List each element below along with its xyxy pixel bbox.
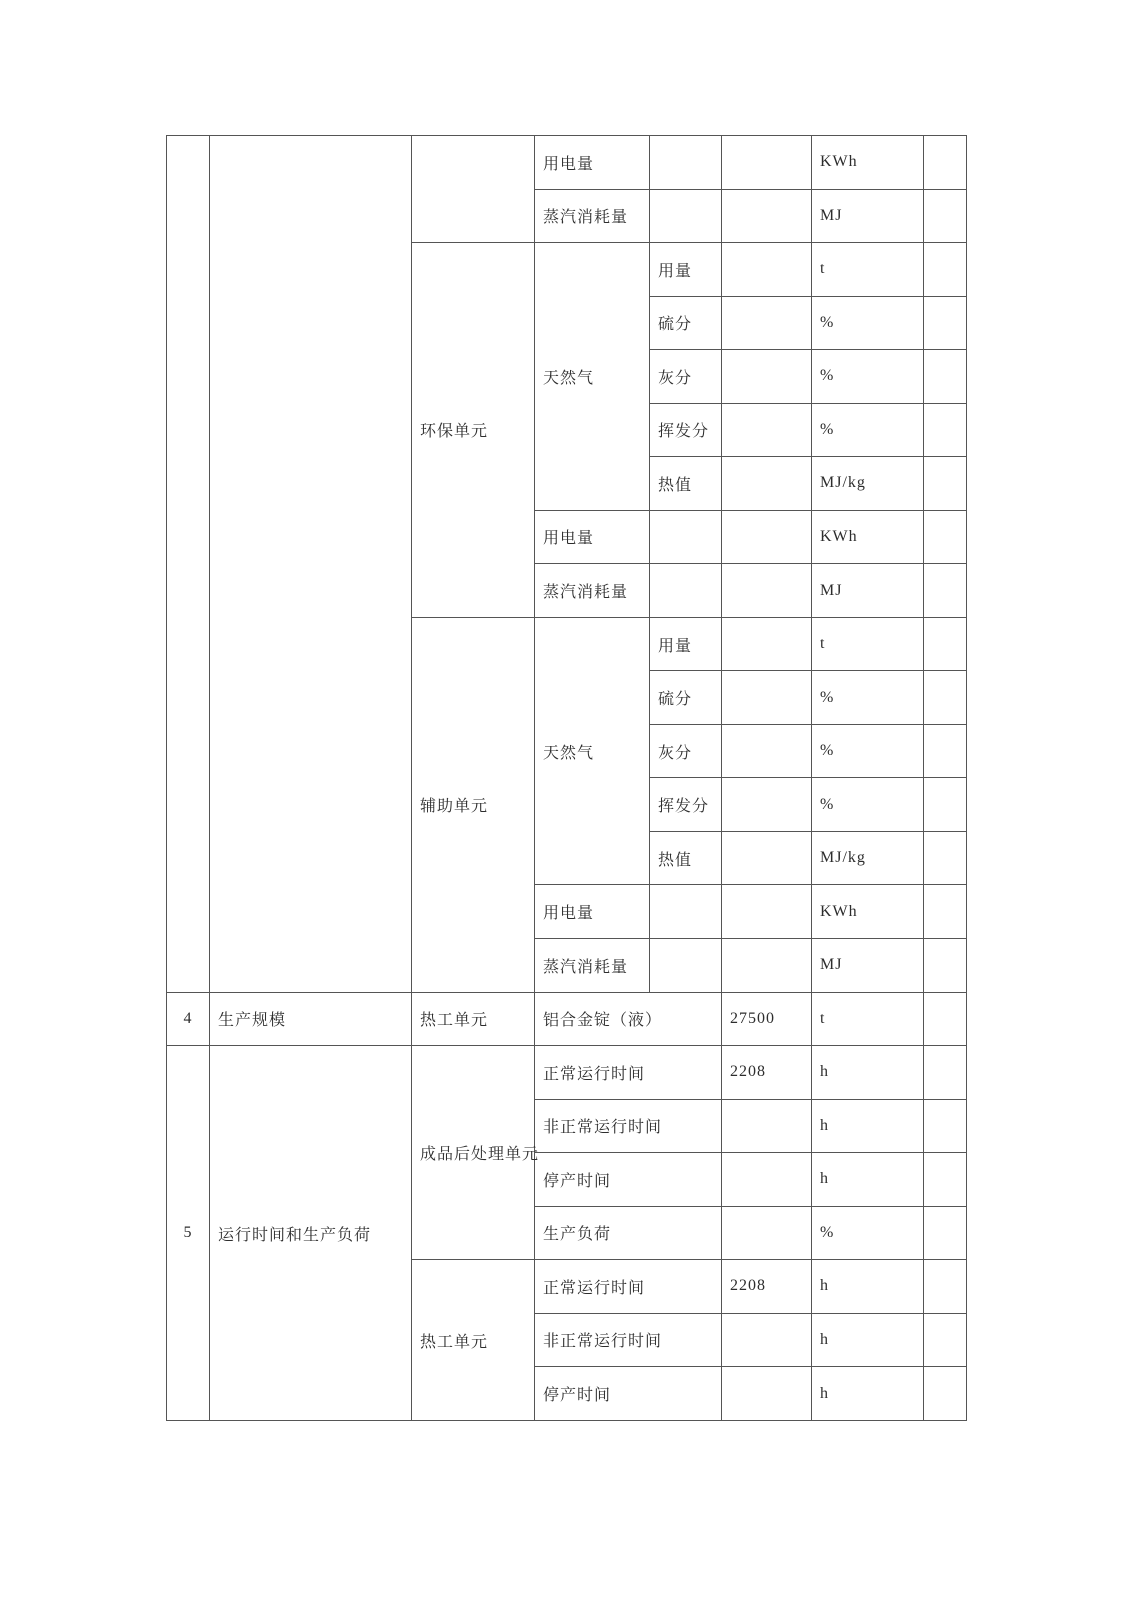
value-cell bbox=[722, 724, 812, 778]
remark-cell bbox=[924, 617, 967, 671]
value-cell bbox=[722, 1099, 812, 1153]
value-cell bbox=[722, 510, 812, 564]
remark-cell bbox=[924, 136, 967, 190]
remark-cell bbox=[924, 831, 967, 885]
item-cell: 正常运行时间 bbox=[535, 1046, 722, 1100]
remark-cell bbox=[924, 1313, 967, 1367]
remark-cell bbox=[924, 510, 967, 564]
subitem-cell bbox=[650, 564, 722, 618]
value-cell bbox=[722, 778, 812, 832]
measure-unit-cell: MJ/kg bbox=[812, 831, 924, 885]
remark-cell bbox=[924, 243, 967, 297]
row-number-cell: 4 bbox=[167, 992, 210, 1046]
value-cell bbox=[722, 296, 812, 350]
remark-cell bbox=[924, 1206, 967, 1260]
measure-unit-cell: % bbox=[812, 671, 924, 725]
unit-cell: 成品后处理单元 bbox=[412, 1046, 535, 1260]
remark-cell bbox=[924, 189, 967, 243]
subitem-cell bbox=[650, 189, 722, 243]
value-cell bbox=[722, 350, 812, 404]
value-cell bbox=[722, 457, 812, 511]
subitem-cell: 热值 bbox=[650, 831, 722, 885]
item-cell: 蒸汽消耗量 bbox=[535, 189, 650, 243]
subitem-cell: 挥发分 bbox=[650, 403, 722, 457]
remark-cell bbox=[924, 671, 967, 725]
value-cell bbox=[722, 564, 812, 618]
measure-unit-cell: MJ bbox=[812, 938, 924, 992]
subitem-cell: 灰分 bbox=[650, 350, 722, 404]
value-cell bbox=[722, 885, 812, 939]
value-cell bbox=[722, 136, 812, 190]
item-cell: 停产时间 bbox=[535, 1367, 722, 1421]
item-cell: 蒸汽消耗量 bbox=[535, 938, 650, 992]
subitem-cell bbox=[650, 136, 722, 190]
remark-cell bbox=[924, 724, 967, 778]
subitem-cell: 硫分 bbox=[650, 671, 722, 725]
subitem-cell: 灰分 bbox=[650, 724, 722, 778]
value-cell bbox=[722, 403, 812, 457]
measure-unit-cell: MJ bbox=[812, 564, 924, 618]
table-row bbox=[167, 136, 967, 190]
subitem-cell: 用量 bbox=[650, 243, 722, 297]
unit-cell bbox=[412, 136, 535, 243]
category-cell: 生产规模 bbox=[210, 992, 412, 1046]
item-cell: 生产负荷 bbox=[535, 1206, 722, 1260]
remark-cell bbox=[924, 778, 967, 832]
remark-cell bbox=[924, 1153, 967, 1207]
parameters-table bbox=[166, 135, 967, 1421]
item-cell: 天然气 bbox=[535, 243, 650, 511]
unit-cell: 辅助单元 bbox=[412, 617, 535, 992]
remark-cell bbox=[924, 938, 967, 992]
measure-unit-cell: % bbox=[812, 296, 924, 350]
subitem-cell bbox=[650, 938, 722, 992]
subitem-cell: 挥发分 bbox=[650, 778, 722, 832]
remark-cell bbox=[924, 350, 967, 404]
parameters-table-body bbox=[167, 136, 967, 1421]
remark-cell bbox=[924, 992, 967, 1046]
remark-cell bbox=[924, 564, 967, 618]
measure-unit-cell: KWh bbox=[812, 510, 924, 564]
unit-cell: 热工单元 bbox=[412, 992, 535, 1046]
item-cell: 非正常运行时间 bbox=[535, 1099, 722, 1153]
item-cell: 正常运行时间 bbox=[535, 1260, 722, 1314]
value-cell bbox=[722, 1313, 812, 1367]
subitem-cell: 热值 bbox=[650, 457, 722, 511]
value-cell bbox=[722, 938, 812, 992]
subitem-cell bbox=[650, 510, 722, 564]
remark-cell bbox=[924, 1260, 967, 1314]
measure-unit-cell: % bbox=[812, 350, 924, 404]
unit-cell: 环保单元 bbox=[412, 243, 535, 618]
item-cell: 非正常运行时间 bbox=[535, 1313, 722, 1367]
category-cell: 运行时间和生产负荷 bbox=[210, 1046, 412, 1421]
category-cell bbox=[210, 136, 412, 993]
subitem-cell: 用量 bbox=[650, 617, 722, 671]
remark-cell bbox=[924, 1099, 967, 1153]
measure-unit-cell: h bbox=[812, 1153, 924, 1207]
item-cell: 铝合金锭（液） bbox=[535, 992, 722, 1046]
measure-unit-cell: h bbox=[812, 1313, 924, 1367]
table-row bbox=[167, 1046, 967, 1100]
measure-unit-cell: % bbox=[812, 403, 924, 457]
remark-cell bbox=[924, 403, 967, 457]
measure-unit-cell: h bbox=[812, 1260, 924, 1314]
measure-unit-cell: h bbox=[812, 1046, 924, 1100]
item-cell: 蒸汽消耗量 bbox=[535, 564, 650, 618]
remark-cell bbox=[924, 1367, 967, 1421]
measure-unit-cell: MJ bbox=[812, 189, 924, 243]
subitem-cell: 硫分 bbox=[650, 296, 722, 350]
value-cell bbox=[722, 1153, 812, 1207]
subitem-cell bbox=[650, 885, 722, 939]
value-cell bbox=[722, 243, 812, 297]
measure-unit-cell: t bbox=[812, 992, 924, 1046]
value-cell bbox=[722, 189, 812, 243]
measure-unit-cell: t bbox=[812, 617, 924, 671]
item-cell: 天然气 bbox=[535, 617, 650, 885]
measure-unit-cell: MJ/kg bbox=[812, 457, 924, 511]
measure-unit-cell: % bbox=[812, 724, 924, 778]
measure-unit-cell: h bbox=[812, 1367, 924, 1421]
value-cell bbox=[722, 1206, 812, 1260]
value-cell bbox=[722, 671, 812, 725]
value-cell: 2208 bbox=[722, 1046, 812, 1100]
value-cell bbox=[722, 617, 812, 671]
item-cell: 用电量 bbox=[535, 885, 650, 939]
value-cell: 2208 bbox=[722, 1260, 812, 1314]
remark-cell bbox=[924, 885, 967, 939]
remark-cell bbox=[924, 457, 967, 511]
value-cell: 27500 bbox=[722, 992, 812, 1046]
measure-unit-cell: KWh bbox=[812, 136, 924, 190]
item-cell: 停产时间 bbox=[535, 1153, 722, 1207]
table-row bbox=[167, 992, 967, 1046]
measure-unit-cell: % bbox=[812, 778, 924, 832]
value-cell bbox=[722, 831, 812, 885]
row-number-cell bbox=[167, 136, 210, 993]
measure-unit-cell: h bbox=[812, 1099, 924, 1153]
row-number-cell: 5 bbox=[167, 1046, 210, 1421]
item-cell: 用电量 bbox=[535, 136, 650, 190]
measure-unit-cell: KWh bbox=[812, 885, 924, 939]
value-cell bbox=[722, 1367, 812, 1421]
measure-unit-cell: t bbox=[812, 243, 924, 297]
measure-unit-cell: % bbox=[812, 1206, 924, 1260]
remark-cell bbox=[924, 296, 967, 350]
remark-cell bbox=[924, 1046, 967, 1100]
unit-cell: 热工单元 bbox=[412, 1260, 535, 1421]
item-cell: 用电量 bbox=[535, 510, 650, 564]
